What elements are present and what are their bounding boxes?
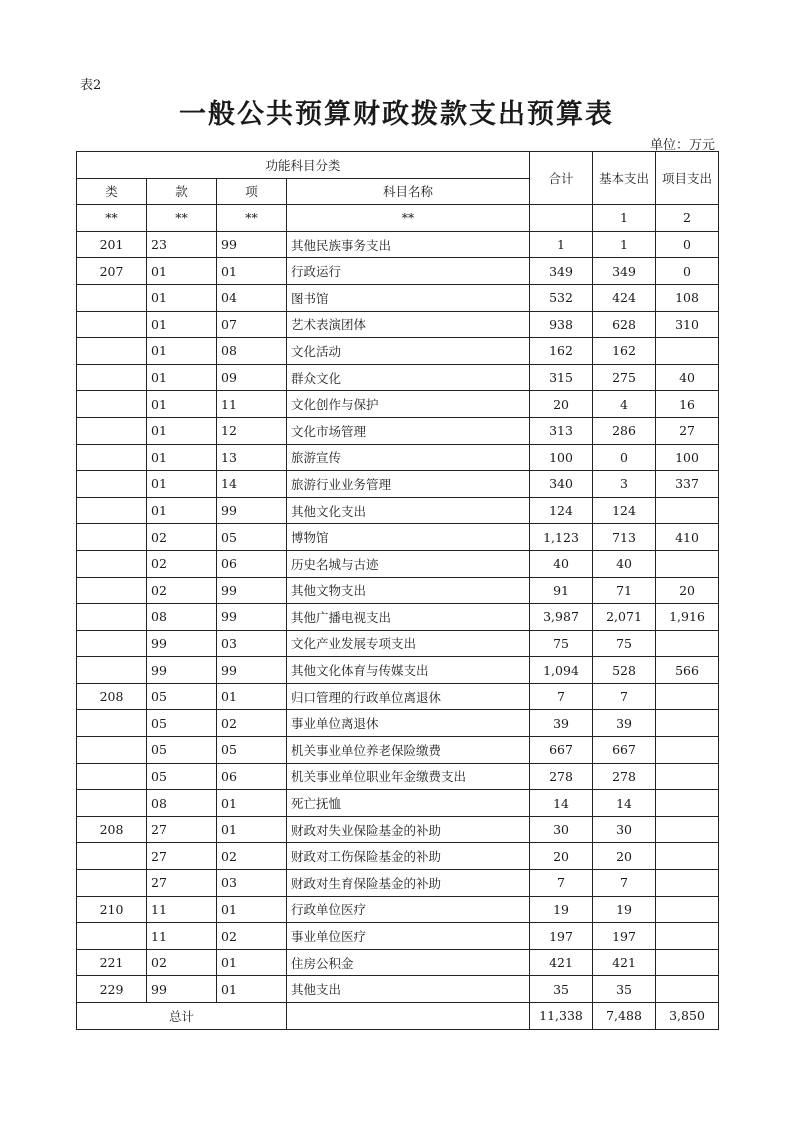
- table-row: [77, 577, 719, 604]
- cell-name: 其他支出: [287, 976, 530, 1003]
- cell-project: 16: [656, 391, 719, 418]
- header-lei: 类: [77, 178, 147, 205]
- cell-lei: [77, 311, 147, 338]
- cell-basic: 162: [593, 338, 656, 365]
- table-row: [77, 896, 719, 923]
- cell-basic: 19: [593, 896, 656, 923]
- cell-lei: [77, 710, 147, 737]
- cell-kuan: 01: [147, 391, 217, 418]
- cell-total: 278: [530, 763, 593, 790]
- cell-xiang: 99: [217, 231, 287, 258]
- table-row: [77, 471, 719, 498]
- code-name: **: [287, 205, 530, 232]
- table-row: [77, 763, 719, 790]
- cell-project: 310: [656, 311, 719, 338]
- header-kuan: 款: [147, 178, 217, 205]
- cell-total: 91: [530, 577, 593, 604]
- cell-lei: [77, 843, 147, 870]
- cell-project: [656, 497, 719, 524]
- cell-total: 162: [530, 338, 593, 365]
- cell-project: [656, 843, 719, 870]
- cell-kuan: 01: [147, 417, 217, 444]
- cell-name: 财政对工伤保险基金的补助: [287, 843, 530, 870]
- cell-name: 旅游宣传: [287, 444, 530, 471]
- cell-lei: [77, 630, 147, 657]
- cell-name: 行政单位医疗: [287, 896, 530, 923]
- cell-xiang: 99: [217, 604, 287, 631]
- total-total: 11,338: [530, 1003, 593, 1030]
- cell-lei: [77, 364, 147, 391]
- cell-basic: 71: [593, 577, 656, 604]
- cell-lei: [77, 338, 147, 365]
- cell-project: [656, 896, 719, 923]
- cell-xiang: 03: [217, 630, 287, 657]
- cell-xiang: 13: [217, 444, 287, 471]
- table-row: [77, 923, 719, 950]
- cell-basic: 14: [593, 790, 656, 817]
- cell-kuan: 02: [147, 949, 217, 976]
- cell-project: 566: [656, 657, 719, 684]
- cell-name: 历史名城与古迹: [287, 550, 530, 577]
- cell-xiang: 04: [217, 284, 287, 311]
- cell-total: 938: [530, 311, 593, 338]
- cell-total: 124: [530, 497, 593, 524]
- code-project: 2: [656, 205, 719, 232]
- cell-xiang: 11: [217, 391, 287, 418]
- header-subject-name: 科目名称: [287, 178, 530, 205]
- cell-name: 行政运行: [287, 258, 530, 285]
- cell-basic: 286: [593, 417, 656, 444]
- cell-lei: [77, 577, 147, 604]
- cell-kuan: 01: [147, 338, 217, 365]
- table-row: [77, 816, 719, 843]
- cell-name: 文化产业发展专项支出: [287, 630, 530, 657]
- cell-lei: [77, 790, 147, 817]
- cell-kuan: 05: [147, 710, 217, 737]
- cell-basic: 1: [593, 231, 656, 258]
- table-row: [77, 790, 719, 817]
- table-row: [77, 364, 719, 391]
- cell-lei: [77, 524, 147, 551]
- cell-project: [656, 790, 719, 817]
- code-kuan: **: [147, 205, 217, 232]
- cell-lei: [77, 657, 147, 684]
- cell-kuan: 01: [147, 284, 217, 311]
- cell-basic: 667: [593, 737, 656, 764]
- cell-project: 0: [656, 258, 719, 285]
- cell-basic: 197: [593, 923, 656, 950]
- cell-xiang: 07: [217, 311, 287, 338]
- cell-basic: 4: [593, 391, 656, 418]
- table-row: [77, 497, 719, 524]
- cell-total: 532: [530, 284, 593, 311]
- cell-name: 财政对失业保险基金的补助: [287, 816, 530, 843]
- cell-basic: 20: [593, 843, 656, 870]
- cell-xiang: 12: [217, 417, 287, 444]
- cell-total: 1: [530, 231, 593, 258]
- table-row: [77, 444, 719, 471]
- table-row: [77, 391, 719, 418]
- cell-lei: [77, 870, 147, 897]
- table-row: [77, 231, 719, 258]
- cell-kuan: 01: [147, 471, 217, 498]
- cell-total: 100: [530, 444, 593, 471]
- cell-xiang: 14: [217, 471, 287, 498]
- cell-total: 7: [530, 683, 593, 710]
- cell-xiang: 06: [217, 550, 287, 577]
- cell-total: 19: [530, 896, 593, 923]
- cell-name: 住房公积金: [287, 949, 530, 976]
- cell-total: 340: [530, 471, 593, 498]
- cell-basic: 528: [593, 657, 656, 684]
- cell-name: 其他民族事务支出: [287, 231, 530, 258]
- cell-kuan: 27: [147, 816, 217, 843]
- cell-project: [656, 737, 719, 764]
- cell-total: 30: [530, 816, 593, 843]
- header-xiang: 项: [217, 178, 287, 205]
- cell-lei: [77, 923, 147, 950]
- cell-kuan: 05: [147, 683, 217, 710]
- cell-basic: 349: [593, 258, 656, 285]
- cell-total: 1,123: [530, 524, 593, 551]
- total-row: [77, 1003, 719, 1030]
- cell-project: 100: [656, 444, 719, 471]
- cell-kuan: 05: [147, 763, 217, 790]
- cell-basic: 421: [593, 949, 656, 976]
- cell-lei: 201: [77, 231, 147, 258]
- cell-basic: 424: [593, 284, 656, 311]
- cell-total: 20: [530, 843, 593, 870]
- cell-name: 归口管理的行政单位离退休: [287, 683, 530, 710]
- cell-project: [656, 816, 719, 843]
- cell-basic: 7: [593, 683, 656, 710]
- cell-project: 0: [656, 231, 719, 258]
- cell-name: 其他文化支出: [287, 497, 530, 524]
- cell-total: 1,094: [530, 657, 593, 684]
- cell-kuan: 01: [147, 444, 217, 471]
- cell-project: [656, 630, 719, 657]
- cell-xiang: 01: [217, 683, 287, 710]
- cell-total: 40: [530, 550, 593, 577]
- cell-lei: [77, 444, 147, 471]
- cell-project: [656, 949, 719, 976]
- cell-xiang: 99: [217, 657, 287, 684]
- cell-xiang: 05: [217, 524, 287, 551]
- cell-project: [656, 976, 719, 1003]
- cell-basic: 713: [593, 524, 656, 551]
- cell-basic: 628: [593, 311, 656, 338]
- code-total: [530, 205, 593, 232]
- cell-basic: 75: [593, 630, 656, 657]
- table-row: [77, 976, 719, 1003]
- header-row-functional: [77, 152, 719, 179]
- header-basic: 基本支出: [593, 152, 656, 205]
- cell-total: 421: [530, 949, 593, 976]
- cell-lei: 229: [77, 976, 147, 1003]
- cell-lei: 207: [77, 258, 147, 285]
- cell-total: 39: [530, 710, 593, 737]
- cell-name: 财政对生育保险基金的补助: [287, 870, 530, 897]
- cell-basic: 3: [593, 471, 656, 498]
- cell-kuan: 99: [147, 976, 217, 1003]
- cell-project: [656, 763, 719, 790]
- cell-basic: 275: [593, 364, 656, 391]
- table-row: [77, 657, 719, 684]
- cell-basic: 35: [593, 976, 656, 1003]
- table-row: [77, 737, 719, 764]
- cell-lei: [77, 284, 147, 311]
- cell-xiang: 09: [217, 364, 287, 391]
- cell-name: 博物馆: [287, 524, 530, 551]
- cell-lei: [77, 604, 147, 631]
- cell-project: 108: [656, 284, 719, 311]
- cell-name: 图书馆: [287, 284, 530, 311]
- cell-xiang: 02: [217, 843, 287, 870]
- cell-xiang: 01: [217, 816, 287, 843]
- cell-kuan: 02: [147, 577, 217, 604]
- cell-project: 410: [656, 524, 719, 551]
- table-row: [77, 284, 719, 311]
- cell-basic: 39: [593, 710, 656, 737]
- table-row: [77, 550, 719, 577]
- cell-name: 文化市场管理: [287, 417, 530, 444]
- table-row: [77, 870, 719, 897]
- cell-basic: 278: [593, 763, 656, 790]
- cell-kuan: 27: [147, 843, 217, 870]
- cell-total: 7: [530, 870, 593, 897]
- cell-name: 文化活动: [287, 338, 530, 365]
- total-blank-cell: [287, 1003, 530, 1030]
- header-project: 项目支出: [656, 152, 719, 205]
- cell-total: 349: [530, 258, 593, 285]
- cell-lei: [77, 763, 147, 790]
- cell-name: 其他文物支出: [287, 577, 530, 604]
- cell-project: 337: [656, 471, 719, 498]
- code-lei: **: [77, 205, 147, 232]
- cell-name: 机关事业单位养老保险缴费: [287, 737, 530, 764]
- cell-name: 机关事业单位职业年金缴费支出: [287, 763, 530, 790]
- cell-xiang: 08: [217, 338, 287, 365]
- cell-kuan: 05: [147, 737, 217, 764]
- cell-project: [656, 550, 719, 577]
- cell-project: [656, 710, 719, 737]
- table-row: [77, 949, 719, 976]
- cell-kuan: 02: [147, 524, 217, 551]
- table-row: [77, 630, 719, 657]
- code-basic: 1: [593, 205, 656, 232]
- cell-total: 315: [530, 364, 593, 391]
- cell-total: 35: [530, 976, 593, 1003]
- table-row: [77, 417, 719, 444]
- cell-name: 文化创作与保护: [287, 391, 530, 418]
- cell-kuan: 99: [147, 657, 217, 684]
- cell-lei: 210: [77, 896, 147, 923]
- cell-basic: 0: [593, 444, 656, 471]
- code-xiang: **: [217, 205, 287, 232]
- cell-kuan: 02: [147, 550, 217, 577]
- cell-xiang: 02: [217, 710, 287, 737]
- cell-total: 667: [530, 737, 593, 764]
- cell-basic: 2,071: [593, 604, 656, 631]
- cell-total: 3,987: [530, 604, 593, 631]
- cell-xiang: 01: [217, 896, 287, 923]
- cell-kuan: 01: [147, 364, 217, 391]
- table-row: [77, 258, 719, 285]
- cell-xiang: 99: [217, 497, 287, 524]
- cell-basic: 7: [593, 870, 656, 897]
- cell-name: 死亡抚恤: [287, 790, 530, 817]
- cell-xiang: 01: [217, 258, 287, 285]
- table-row: [77, 338, 719, 365]
- cell-lei: 208: [77, 683, 147, 710]
- cell-kuan: 23: [147, 231, 217, 258]
- cell-lei: [77, 391, 147, 418]
- cell-xiang: 03: [217, 870, 287, 897]
- cell-name: 事业单位医疗: [287, 923, 530, 950]
- cell-lei: 208: [77, 816, 147, 843]
- cell-name: 艺术表演团体: [287, 311, 530, 338]
- cell-xiang: 99: [217, 577, 287, 604]
- budget-table: [76, 151, 719, 1030]
- cell-name: 群众文化: [287, 364, 530, 391]
- cell-total: 20: [530, 391, 593, 418]
- cell-xiang: 06: [217, 763, 287, 790]
- cell-basic: 30: [593, 816, 656, 843]
- header-functional-classification: 功能科目分类: [77, 152, 530, 179]
- cell-project: [656, 923, 719, 950]
- cell-lei: [77, 417, 147, 444]
- cell-project: [656, 338, 719, 365]
- table-row: [77, 683, 719, 710]
- cell-basic: 124: [593, 497, 656, 524]
- cell-lei: [77, 550, 147, 577]
- cell-kuan: 01: [147, 258, 217, 285]
- cell-basic: 40: [593, 550, 656, 577]
- table-number-label: 表2: [80, 78, 102, 93]
- table-row: [77, 604, 719, 631]
- cell-xiang: 01: [217, 790, 287, 817]
- header-total: 合计: [530, 152, 593, 205]
- cell-total: 197: [530, 923, 593, 950]
- cell-kuan: 01: [147, 497, 217, 524]
- cell-kuan: 27: [147, 870, 217, 897]
- cell-project: 27: [656, 417, 719, 444]
- cell-lei: 221: [77, 949, 147, 976]
- cell-xiang: 01: [217, 976, 287, 1003]
- code-row: [77, 205, 719, 232]
- cell-lei: [77, 497, 147, 524]
- cell-xiang: 01: [217, 949, 287, 976]
- cell-lei: [77, 471, 147, 498]
- total-project: 3,850: [656, 1003, 719, 1030]
- cell-name: 其他广播电视支出: [287, 604, 530, 631]
- cell-project: 40: [656, 364, 719, 391]
- total-basic: 7,488: [593, 1003, 656, 1030]
- cell-project: [656, 683, 719, 710]
- page-title: 一般公共预算财政拨款支出预算表: [179, 99, 614, 130]
- cell-project: 1,916: [656, 604, 719, 631]
- cell-kuan: 01: [147, 311, 217, 338]
- total-label: 总计: [77, 1003, 287, 1030]
- cell-total: 75: [530, 630, 593, 657]
- table-row: [77, 311, 719, 338]
- cell-name: 事业单位离退休: [287, 710, 530, 737]
- cell-xiang: 05: [217, 737, 287, 764]
- table-row: [77, 843, 719, 870]
- cell-kuan: 99: [147, 630, 217, 657]
- cell-name: 旅游行业业务管理: [287, 471, 530, 498]
- cell-kuan: 08: [147, 790, 217, 817]
- cell-xiang: 02: [217, 923, 287, 950]
- cell-total: 14: [530, 790, 593, 817]
- cell-project: [656, 870, 719, 897]
- cell-project: 20: [656, 577, 719, 604]
- cell-total: 313: [530, 417, 593, 444]
- cell-name: 其他文化体育与传媒支出: [287, 657, 530, 684]
- table-row: [77, 524, 719, 551]
- cell-kuan: 11: [147, 896, 217, 923]
- cell-kuan: 08: [147, 604, 217, 631]
- cell-kuan: 11: [147, 923, 217, 950]
- cell-lei: [77, 737, 147, 764]
- table-row: [77, 710, 719, 737]
- unit-label: 单位：万元: [649, 138, 715, 153]
